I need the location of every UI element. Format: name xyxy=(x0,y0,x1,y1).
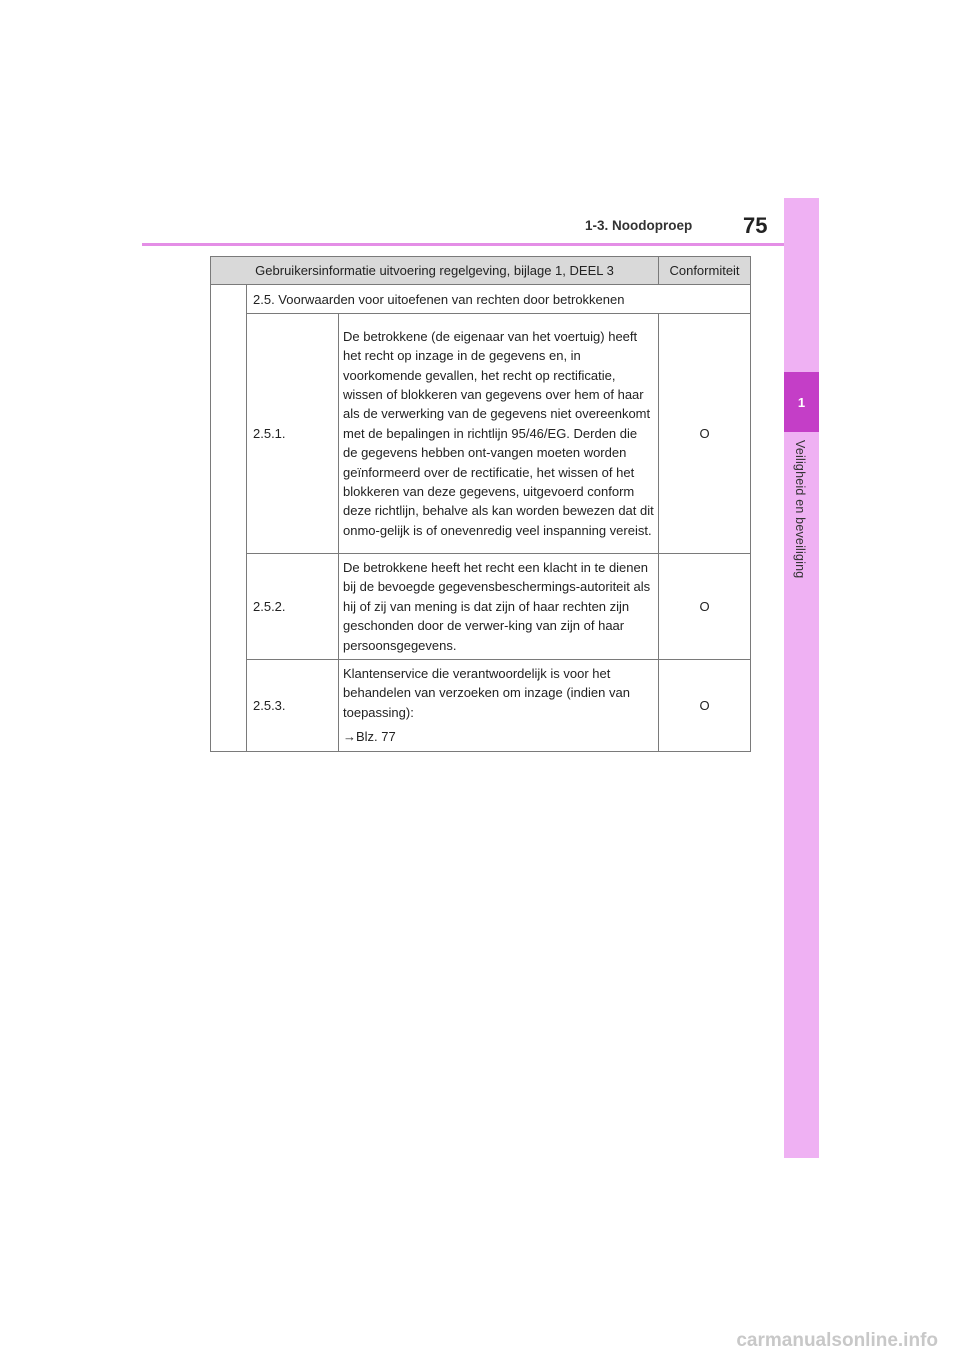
chapter-side-tab xyxy=(784,198,819,1158)
table-row xyxy=(211,554,751,660)
section-title: 1-3. Noodoproep xyxy=(585,218,693,233)
header-divider xyxy=(142,243,785,246)
regulation-info-table xyxy=(210,256,751,752)
row-code: 2.5.3. xyxy=(247,660,339,752)
row-conformity: O xyxy=(659,314,751,554)
table-header-row xyxy=(211,257,751,285)
row-code: 2.5.1. xyxy=(247,314,339,554)
row-text: Klantenservice die verantwoordelijk is voor het behandelen van verzoeken om inzage (indien van toepassing): xyxy=(343,666,630,720)
row-text-cell xyxy=(339,660,659,752)
header-conformity: Conformiteit xyxy=(659,257,751,285)
page-reference-link[interactable]: →Blz. 77 xyxy=(343,729,396,745)
table-row xyxy=(211,314,751,554)
watermark: carmanualsonline.info xyxy=(736,1330,938,1351)
row-conformity: O xyxy=(659,554,751,660)
section-heading: 2.5. Voorwaarden voor uitoefenen van rechten door betrokkenen xyxy=(247,285,751,314)
row-text: De betrokkene (de eigenaar van het voertuig) heeft het recht op inzage in de gegevens en, in voorkomende gevallen, het recht op rectificatie, wissen of blokkeren van gegevens over hem of haar als de verwerking van de gegevens niet overeenkomt met de bepalingen in richtlijn 95/46/EG. Derden die de gegevens hebben ont-vangen moeten worden geïnformeerd over de rectificatie, het wissen of het blokkeren van deze gegevens, uitgevoerd conform deze richtlijn, behalve als kan worden bewezen dat dit onmo-gelijk is of onevenredig veel inspanning vereist. xyxy=(339,314,659,554)
chapter-number-badge: 1 xyxy=(784,372,819,432)
chapter-title-label: Veiligheid en beveiliging xyxy=(793,440,807,579)
row-code: 2.5.2. xyxy=(247,554,339,660)
table-row xyxy=(211,660,751,752)
table-indent-cell xyxy=(211,285,247,752)
table-section-row xyxy=(211,285,751,314)
header-info: Gebruikersinformatie uitvoering regelgeving, bijlage 1, DEEL 3 xyxy=(211,257,659,285)
row-text: De betrokkene heeft het recht een klacht in te dienen bij de bevoegde gegevensbeschermings-autoriteit als hij of zij van mening is dat zijn of haar rechten zijn geschonden door de verwer-king van zijn of haar persoonsgegevens. xyxy=(339,554,659,660)
row-conformity: O xyxy=(659,660,751,752)
page-number: 75 xyxy=(743,213,768,238)
